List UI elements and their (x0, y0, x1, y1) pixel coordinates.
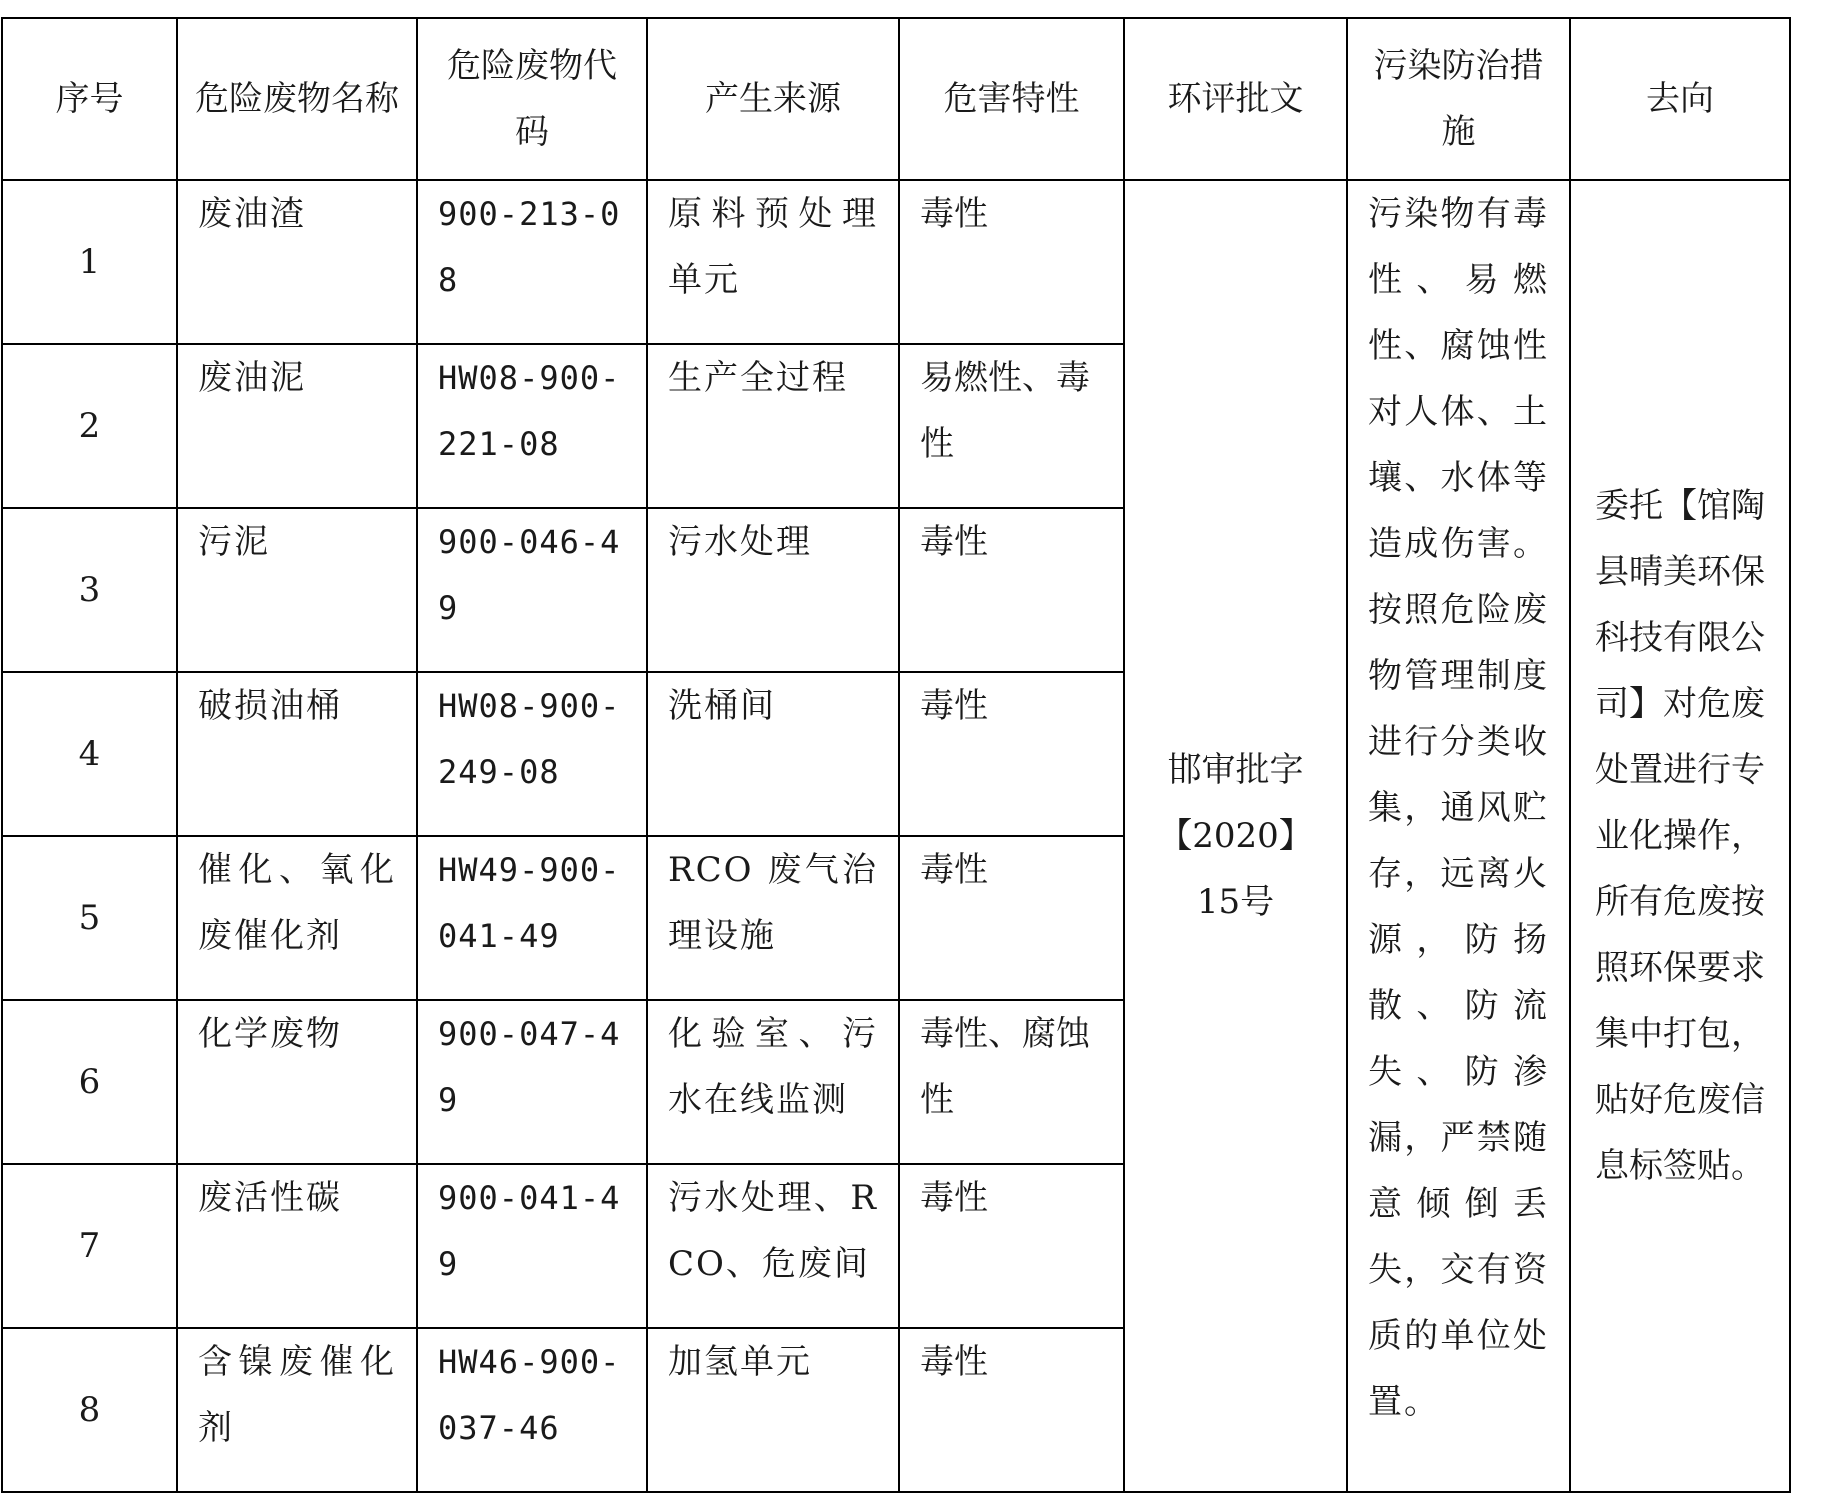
row-number: 4 (2, 672, 177, 836)
header-name: 危险废物名称 (177, 18, 417, 180)
row-number: 5 (2, 836, 177, 1000)
waste-source: RCO 废气治理设施 (647, 836, 899, 1000)
waste-name: 破损油桶 (177, 672, 417, 836)
waste-code: HW49-900-041-49 (417, 836, 647, 1000)
waste-hazard: 易燃性、毒性 (899, 344, 1124, 508)
waste-code: HW08-900-221-08 (417, 344, 647, 508)
waste-hazard: 毒性 (899, 1328, 1124, 1492)
row-number: 2 (2, 344, 177, 508)
header-row (2, 18, 1790, 180)
header-code: 危险废物代码 (417, 18, 647, 180)
waste-name: 废油泥 (177, 344, 417, 508)
waste-source: 生产全过程 (647, 344, 899, 508)
row-number: 8 (2, 1328, 177, 1492)
waste-code: 900-041-49 (417, 1164, 647, 1328)
row-number: 6 (2, 1000, 177, 1164)
header-approval: 环评批文 (1124, 18, 1347, 180)
waste-hazard: 毒性、腐蚀性 (899, 1000, 1124, 1164)
waste-name: 化学废物 (177, 1000, 417, 1164)
header-measures: 污染防治措施 (1347, 18, 1570, 180)
waste-code: 900-046-49 (417, 508, 647, 672)
waste-destination: 委托【馆陶县晴美环保科技有限公司】对危废处置进行专业化操作，所有危废按照环保要求集中打包，贴好危废信息标签贴。 (1570, 180, 1790, 1492)
row-number: 3 (2, 508, 177, 672)
pollution-measures: 污染物有毒性、易燃性、腐蚀性对人体、土壤、水体等造成伤害。按照危险废物管理制度进行分类收集，通风贮存，远离火源，防扬散、防流失、防渗漏，严禁随意倾倒丢失，交有资质的单位处置。 (1347, 180, 1570, 1492)
waste-hazard: 毒性 (899, 508, 1124, 672)
waste-code: HW46-900-037-46 (417, 1328, 647, 1492)
waste-source: 加氢单元 (647, 1328, 899, 1492)
waste-code: 900-047-49 (417, 1000, 647, 1164)
waste-name: 含镍废催化剂 (177, 1328, 417, 1492)
waste-name: 催化、氧化废催化剂 (177, 836, 417, 1000)
waste-name: 废活性碳 (177, 1164, 417, 1328)
waste-hazard: 毒性 (899, 180, 1124, 344)
waste-source: 污水处理 (647, 508, 899, 672)
waste-hazard: 毒性 (899, 1164, 1124, 1328)
waste-source: 化验室、污水在线监测 (647, 1000, 899, 1164)
waste-code: 900-213-08 (417, 180, 647, 344)
table-row (2, 180, 1790, 344)
header-source: 产生来源 (647, 18, 899, 180)
header-no: 序号 (2, 18, 177, 180)
waste-source: 污水处理、RCO、危废间 (647, 1164, 899, 1328)
header-hazard: 危害特性 (899, 18, 1124, 180)
waste-source: 洗桶间 (647, 672, 899, 836)
waste-name: 废油渣 (177, 180, 417, 344)
hazardous-waste-table (1, 17, 1791, 1493)
waste-code: HW08-900-249-08 (417, 672, 647, 836)
row-number: 1 (2, 180, 177, 344)
waste-hazard: 毒性 (899, 836, 1124, 1000)
header-destination: 去向 (1570, 18, 1790, 180)
row-number: 7 (2, 1164, 177, 1328)
waste-source: 原料预处理单元 (647, 180, 899, 344)
approval-doc: 邯审批字【2020】15号 (1124, 180, 1347, 1492)
waste-hazard: 毒性 (899, 672, 1124, 836)
waste-name: 污泥 (177, 508, 417, 672)
